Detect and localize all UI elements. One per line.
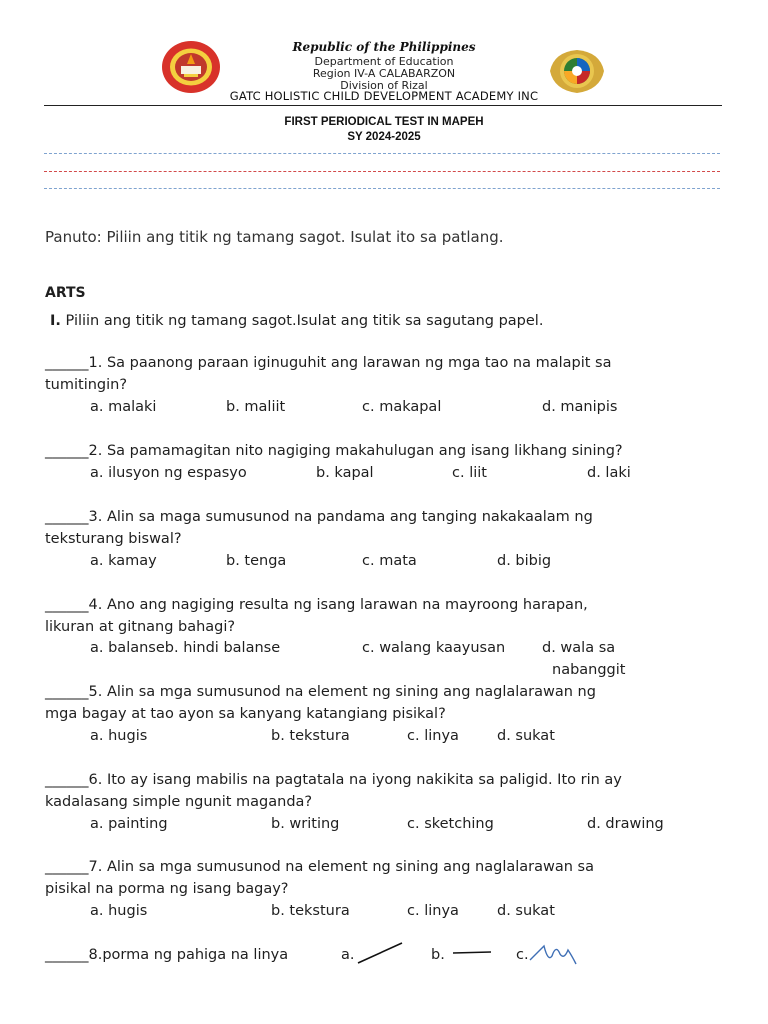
question-7-choice-d: d. sukat [497,903,555,919]
question-1-choice-d: d. manipis [542,399,618,415]
question-1-choice-a: a. malaki [90,399,157,415]
question-5-line-1: ______5. Alin sa mga sumusunod na element ng sining ang naglalarawan ng [45,684,596,700]
header-department: Department of Education [314,55,454,68]
question-4-choice-a-b: a. balanseb. hindi balanse [90,640,281,656]
question-8-choice-a: a. [341,947,355,963]
question-1-choice-c: c. makapal [362,399,442,415]
part-number: I. [50,313,61,329]
question-3-line-2: teksturang biswal? [45,531,182,547]
dashed-line-blue-bottom [44,188,720,189]
question-8-choice-c: c. [516,947,529,963]
part-instruction [50,313,543,329]
question-8-choice-b: b. [431,947,445,963]
question-5-choice-d: d. sukat [497,728,555,744]
question-6-line-2: kadalasang simple ngunit maganda? [45,794,313,810]
question-4-choice-d: d. wala sa [542,640,616,656]
question-7-line-2: pisikal na porma ng isang bagay? [45,881,289,897]
question-6-choice-c: c. sketching [407,816,494,832]
question-6-choice-d: d. drawing [587,816,664,832]
question-3-choice-a: a. kamay [90,553,157,569]
question-2-line-1: ______2. Sa pamamagitan nito nagiging makahulugan ang isang likhang sining? [45,443,623,459]
question-8-line-1: ______8.porma ng pahiga na linya [45,947,289,963]
header-republic: Republic of the Philippines [292,40,476,54]
question-7-choice-c: c. linya [407,903,459,919]
horizontal-line-icon [451,948,493,958]
dashed-line-blue-top [44,153,720,154]
question-2-choice-b: b. kapal [316,465,374,481]
question-5-line-2: mga bagay at tao ayon sa kanyang katangiang pisikal? [45,706,446,722]
test-school-year: SY 2024-2025 [347,131,421,143]
question-2-choice-a: a. ilusyon ng espasyo [90,465,247,481]
question-7-line-1: ______7. Alin sa mga sumusunod na element ng sining ang naglalarawan sa [45,859,594,875]
header-region: Region IV-A CALABARZON [312,67,456,80]
question-3-line-1: ______3. Alin sa maga sumusunod na pandama ang tanging nakakaalam ng [45,509,593,525]
question-3-choice-d: d. bibig [497,553,552,569]
header-school-name: GATC HOLISTIC CHILD DEVELOPMENT ACADEMY INC [229,89,539,103]
question-5-choice-a: a. hugis [90,728,148,744]
question-2-choice-d: d. laki [587,465,631,481]
part-instruction-text: Piliin ang titik ng tamang sagot.Isulat ang titik sa sagutang papel. [60,313,544,329]
question-4-choice-c: c. walang kaayusan [362,640,506,656]
question-3-choice-c: c. mata [362,553,417,569]
question-3-choice-b: b. tenga [226,553,287,569]
question-5-choice-c: c. linya [407,728,459,744]
section-title: ARTS [45,285,86,301]
question-6-line-1: ______6. Ito ay isang mabilis na pagtatala na iyong nakikita sa paligid. Ito rin ay [45,772,622,788]
question-2-choice-c: c. liit [452,465,487,481]
dashed-line-red [44,171,720,172]
header-division: Division of Rizal [340,79,428,92]
question-6-choice-b: b. writing [271,816,340,832]
instruction-text: Panuto: Piliin ang titik ng tamang sagot. Isulat ito sa patlang. [45,228,504,246]
diagonal-line-icon [356,940,404,966]
question-1-line-2: tumitingin? [45,377,128,393]
question-6-choice-a: a. painting [90,816,168,832]
question-7-choice-b: b. tekstura [271,903,350,919]
question-7-choice-a: a. hugis [90,903,148,919]
header-divider [44,105,722,106]
question-4-line-2: likuran at gitnang bahagi? [45,619,236,635]
question-5-choice-b: b. tekstura [271,728,350,744]
question-1-choice-b: b. maliit [226,399,286,415]
test-title: FIRST PERIODICAL TEST IN MAPEH [284,116,484,128]
zigzag-line-icon [528,938,578,968]
question-4-choice-d-cont: nabanggit [552,662,626,678]
question-1-line-1: ______1. Sa paanong paraan iginuguhit ang larawan ng mga tao na malapit sa [45,355,612,371]
question-4-line-1: ______4. Ano ang nagiging resulta ng isang larawan na mayroong harapan, [45,597,588,613]
